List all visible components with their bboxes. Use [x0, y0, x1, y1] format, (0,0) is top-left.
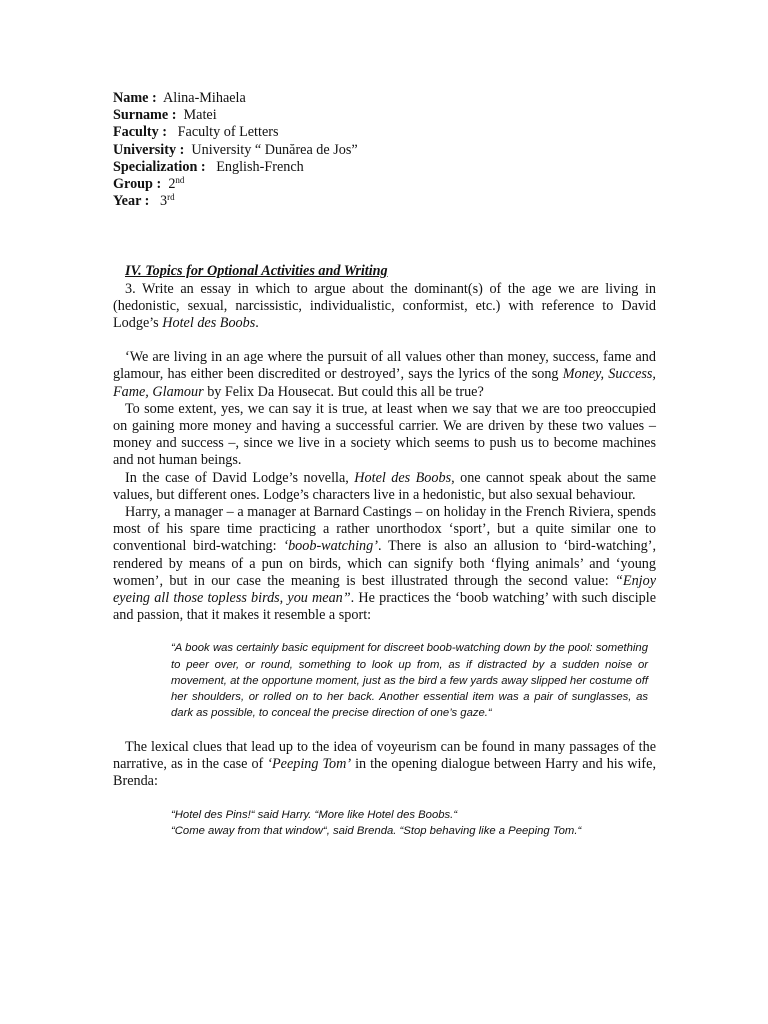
paragraph-4-text-b: . There is also an allusion to ‘bird-watching’, rendered by means of a pun on birds, which can signify both ‘flying animals’ and ‘young women’, but in our case the meaning is best illustrated through the second value: [113, 538, 656, 589]
faculty-value: Faculty of Letters [177, 124, 279, 141]
peeping-tom-term: ‘Peeping Tom’ [267, 756, 352, 773]
paragraph-4-text-c: . He practices the ‘boob watching’ with such disciple and passion, that it makes it resemble a sport: [113, 590, 656, 624]
university-label: University : [113, 141, 185, 158]
year-value: 3 [160, 193, 168, 210]
group-value-suffix: nd [175, 175, 185, 186]
group-label: Group : [113, 176, 162, 193]
document-body [113, 90, 656, 839]
faculty-label: Faculty : [113, 124, 167, 141]
specialization-row [113, 159, 656, 176]
paragraph-5-text-a: The lexical clues that lead up to the idea of voyeurism can be found in many passages of the narrative, as in the case of [113, 738, 656, 773]
task-book-title: Hotel des Boobs [162, 315, 256, 332]
faculty-row [113, 124, 656, 141]
dialogue-line-2: “Come away from that window“, said Brenda. “Stop behaving like a Peeping Tom.“ [171, 824, 582, 837]
surname-value: Matei [183, 107, 217, 124]
paragraph-5-text-b: in the opening dialogue between Harry and his wife, Brenda: [113, 756, 657, 790]
student-info [113, 90, 656, 210]
paragraph-1-text-a: ‘We are living in an age where the pursuit of all values other than money, success, fame and glamour, has either been discredited or destroyed’, says the lyrics of the song [113, 349, 656, 383]
inline-quote: “Enjoy eyeing all those topless birds, you mean” [113, 572, 656, 607]
paragraph-2: To some extent, yes, we can say it is true, at least when we say that we are too preoccupied on gaining more money and having a successful carrier. We are driven by these two values – money and success –, since we live in a society which seems to push us to become machines and not human beings. [113, 400, 656, 469]
specialization-value: English-French [216, 158, 304, 175]
paragraph-3 [113, 470, 656, 504]
dialogue-quote [171, 807, 656, 839]
name-row [113, 90, 656, 107]
surname-label: Surname : [113, 107, 177, 124]
group-row [113, 176, 656, 193]
paragraph-5 [113, 739, 656, 791]
boob-watching-term: ‘boob-watching’ [283, 538, 378, 555]
year-label: Year : [113, 193, 150, 210]
paragraph-4-text-a: Harry, a manager – a manager at Barnard Castings – on holiday in the French Riviera, spends most of his spare time practicing a rather unorthodox ‘sport’, but a quite similar one to conventional bird-watching: [113, 504, 656, 555]
task-paragraph [113, 281, 656, 333]
year-row [113, 193, 656, 210]
surname-row [113, 107, 656, 124]
name-label: Name : [113, 90, 157, 106]
year-value-suffix: rd [167, 192, 175, 203]
paragraph-3-text-b: , one cannot speak about the same values, but different ones. Lodge’s characters live in a hedonistic, but also sexual behaviour. [113, 469, 657, 503]
task-end: . [255, 315, 259, 332]
paragraph-1-text-b: by Felix Da Housecat. But could this all be true? [203, 383, 484, 400]
paragraph-1 [113, 349, 656, 401]
task-text: 3. Write an essay in which to argue about the dominant(s) of the age we are living in (hedonistic, sexual, narcissistic, individualistic, conformist, etc.) with reference to David Lodge’s [113, 280, 656, 332]
university-value: University “ Dunărea de Jos” [191, 141, 358, 158]
block-quote: “A book was certainly basic equipment for discreet boob-watching down by the pool: something to peer over, or round, something to look up from, as if distracted by a sudden noise or movement, at the opportune moment, just as the bird a few yards away slipped her costume off her shoulders, or rolled on to her back. Another essential item was a pair of sunglasses, as dark as possible, to conceal the precise direction of one’s gaze.“ [171, 642, 648, 719]
paragraph-3-text-a: In the case of David Lodge’s novella, [125, 469, 355, 486]
topic-heading: IV. Topics for Optional Activities and Writing [125, 263, 388, 280]
specialization-label: Specialization : [113, 158, 206, 175]
university-row [113, 142, 656, 159]
dialogue-line-1: “Hotel des Pins!“ said Harry. “More like Hotel des Boobs.“ [171, 808, 458, 821]
song-title: Money, Success, Fame, Glamour [113, 366, 656, 400]
name-value: Alina-Mihaela [163, 90, 246, 106]
paragraph-3-book-title: Hotel des Boobs [354, 469, 452, 486]
paragraph-4 [113, 504, 656, 624]
group-value: 2 [168, 176, 176, 193]
